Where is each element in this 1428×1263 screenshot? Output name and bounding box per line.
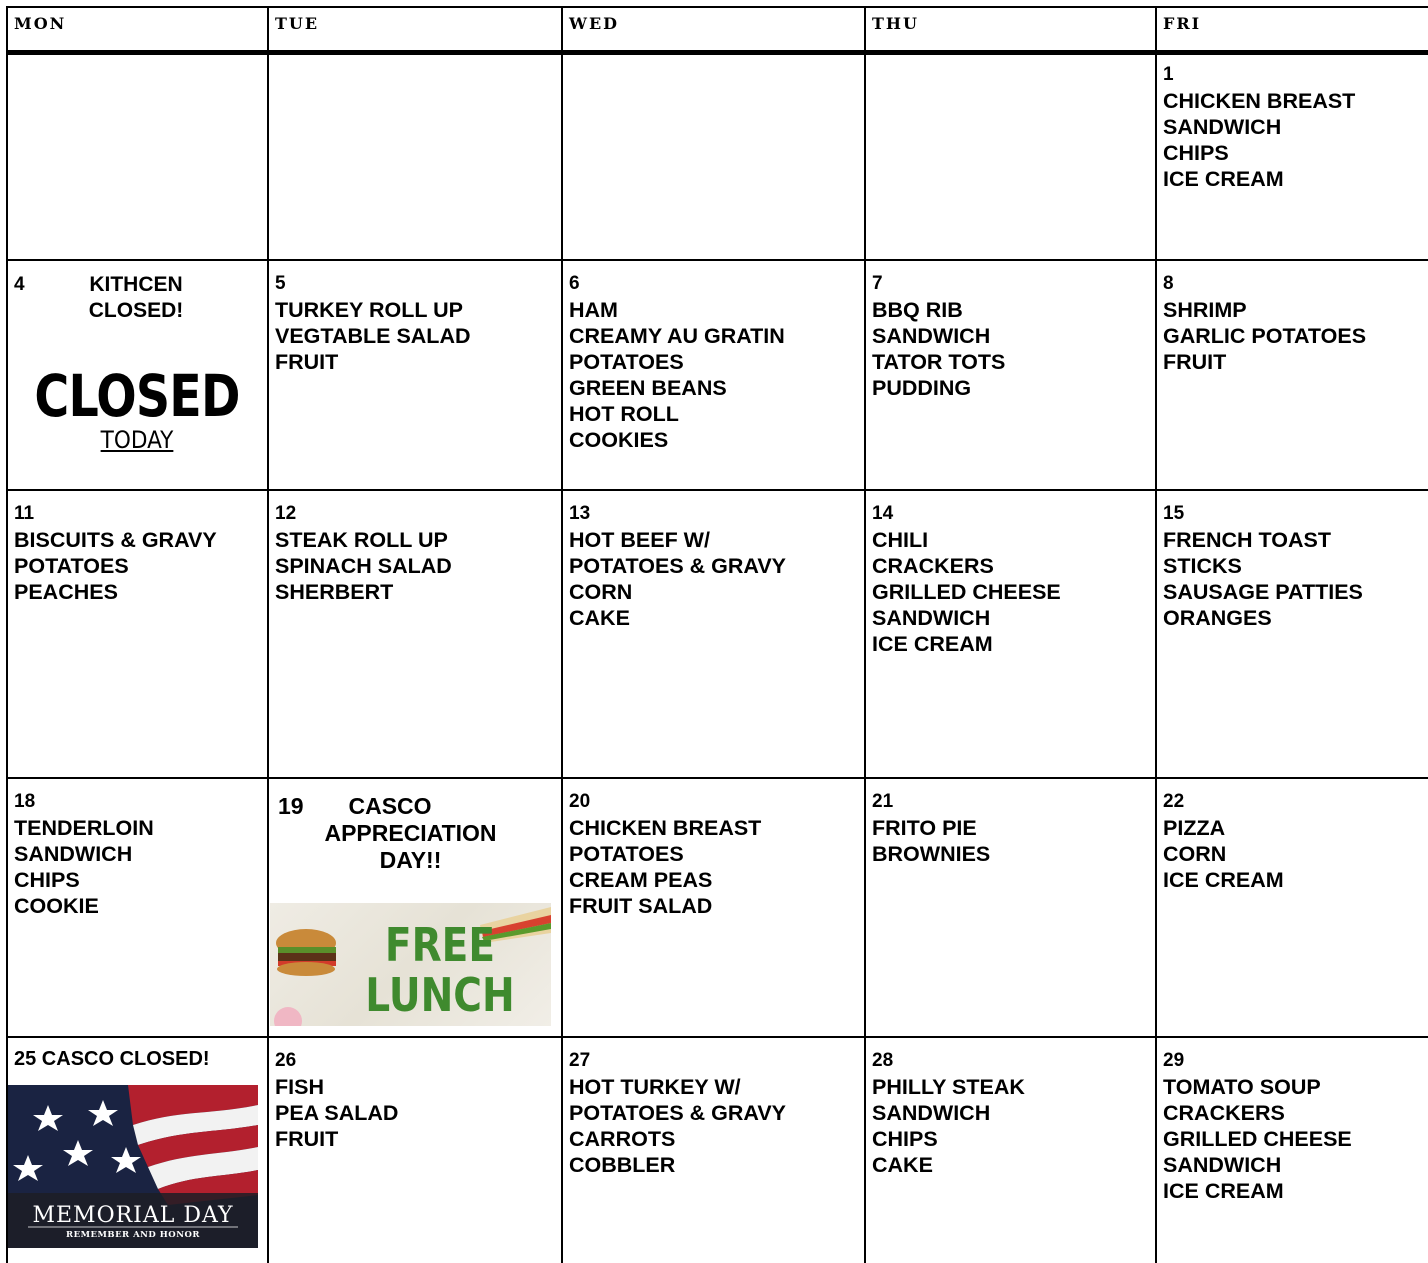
free-lunch-image — [270, 903, 551, 1026]
menu-item: COOKIES — [569, 428, 669, 452]
day-cell — [561, 1038, 786, 1178]
closed-today-label: TODAY — [100, 426, 174, 454]
menu-item: HOT ROLL — [569, 402, 679, 426]
header-wed: WED — [569, 14, 620, 33]
day-cell — [561, 491, 786, 631]
menu-item: CREAMY AU GRATIN — [569, 324, 785, 348]
menu-item: ORANGES — [1163, 606, 1272, 630]
menu-item: CREAM PEAS — [569, 868, 713, 892]
note-line: KITHCEN — [89, 273, 183, 296]
menu-item: CHIPS — [1163, 141, 1229, 165]
day-number: 29 — [1163, 1050, 1185, 1071]
day-number: 7 — [872, 273, 883, 294]
menu-item: GARLIC POTATOES — [1163, 324, 1367, 348]
menu-item: SANDWICH — [1163, 1153, 1282, 1177]
menu-item: SPINACH SALAD — [275, 554, 452, 578]
free-lunch-line: FREE — [384, 918, 496, 972]
menu-item: GREEN BEANS — [569, 376, 727, 400]
menu-item: SAUSAGE PATTIES — [1163, 580, 1363, 604]
menu-item: SANDWICH — [872, 606, 991, 630]
menu-item: SANDWICH — [1163, 115, 1282, 139]
day-number: 5 — [275, 273, 286, 294]
menu-item: HOT TURKEY W/ — [569, 1075, 741, 1099]
day-cell — [561, 779, 761, 919]
day-cell — [864, 779, 990, 867]
menu-item: CORN — [569, 580, 633, 604]
appreciation-line: APPRECIATION — [324, 820, 497, 846]
casco-closed-note: 25 CASCO CLOSED! — [14, 1048, 210, 1070]
menu-item: POTATOES — [569, 350, 684, 374]
day-number: 8 — [1163, 273, 1174, 294]
menu-item: PUDDING — [872, 376, 972, 400]
memorial-day-subtitle: REMEMBER AND HONOR — [66, 1230, 200, 1240]
menu-item: CHIPS — [872, 1127, 938, 1151]
menu-item: TATOR TOTS — [872, 350, 1006, 374]
day-cell — [864, 491, 1061, 657]
day-number: 14 — [872, 503, 894, 524]
menu-item: HAM — [569, 298, 618, 322]
menu-item: CRACKERS — [1163, 1101, 1285, 1125]
day-cell — [1155, 1038, 1352, 1204]
menu-item: CHICKEN BREAST — [1163, 89, 1356, 113]
menu-item: FRITO PIE — [872, 816, 977, 840]
menu-item: POTATOES & GRAVY — [569, 1101, 787, 1125]
menu-item: SANDWICH — [14, 842, 133, 866]
day-cell-kitchen-closed — [6, 262, 266, 454]
menu-item: FRUIT — [275, 1127, 339, 1151]
menu-item: FISH — [275, 1075, 324, 1099]
menu-item: TURKEY ROLL UP — [275, 298, 463, 322]
grid-line — [6, 6, 8, 1263]
menu-item: PEACHES — [14, 580, 118, 604]
menu-item: CHILI — [872, 528, 929, 552]
menu-item: BBQ RIB — [872, 298, 963, 322]
menu-item: CHICKEN BREAST — [569, 816, 762, 840]
header-mon: MON — [14, 14, 67, 33]
day-number: 21 — [872, 791, 894, 812]
grid-line — [6, 6, 1428, 8]
menu-item: CAKE — [569, 606, 630, 630]
menu-item: SHRIMP — [1163, 298, 1247, 322]
menu-item: ICE CREAM — [872, 632, 993, 656]
menu-item: ICE CREAM — [1163, 868, 1284, 892]
menu-item: GRILLED CHEESE — [1163, 1127, 1352, 1151]
menu-item: POTATOES — [14, 554, 129, 578]
menu-item: POTATOES — [569, 842, 684, 866]
menu-item: ICE CREAM — [1163, 1179, 1284, 1203]
day-cell — [1155, 261, 1366, 375]
menu-item: HOT BEEF W/ — [569, 528, 710, 552]
free-lunch-line: LUNCH — [365, 968, 515, 1022]
day-number: 11 — [14, 503, 35, 524]
day-number: 4 — [14, 274, 25, 295]
day-number: 20 — [569, 791, 591, 812]
menu-item: ICE CREAM — [1163, 167, 1284, 191]
day-number: 26 — [275, 1050, 297, 1071]
menu-item: COBBLER — [569, 1153, 676, 1177]
menu-item: PHILLY STEAK — [872, 1075, 1025, 1099]
menu-item: TOMATO SOUP — [1163, 1075, 1321, 1099]
day-cell — [561, 261, 785, 453]
menu-item: SHERBERT — [275, 580, 394, 604]
day-number: 13 — [569, 503, 591, 524]
day-number: 22 — [1163, 791, 1185, 812]
menu-item: VEGTABLE SALAD — [275, 324, 471, 348]
menu-item: CARROTS — [569, 1127, 676, 1151]
day-cell — [6, 779, 154, 919]
day-number: 6 — [569, 273, 580, 294]
note-line: CLOSED! — [88, 299, 184, 322]
menu-item: GRILLED CHEESE — [872, 580, 1061, 604]
menu-item: COOKIE — [14, 894, 99, 918]
day-number: 15 — [1163, 503, 1185, 524]
day-cell — [267, 491, 452, 605]
appreciation-line: CASCO — [348, 793, 432, 819]
closed-sign: CLOSED — [34, 362, 240, 430]
day-number: 19 — [278, 793, 304, 819]
day-number: 28 — [872, 1050, 894, 1071]
memorial-day-title: MEMORIAL DAY — [32, 1203, 234, 1228]
day-cell — [267, 261, 471, 375]
header-thu: THU — [872, 14, 919, 33]
day-number: 1 — [1163, 64, 1174, 85]
menu-item: CAKE — [872, 1153, 933, 1177]
menu-item: PIZZA — [1163, 816, 1226, 840]
menu-item: CHIPS — [14, 868, 80, 892]
menu-item: FRENCH TOAST — [1163, 528, 1332, 552]
menu-item: STICKS — [1163, 554, 1242, 578]
menu-item: STEAK ROLL UP — [275, 528, 448, 552]
header-fri: FRI — [1163, 14, 1202, 33]
menu-item: BROWNIES — [872, 842, 991, 866]
menu-item: PEA SALAD — [275, 1101, 399, 1125]
menu-item: SANDWICH — [872, 324, 991, 348]
day-cell — [1155, 491, 1363, 631]
appreciation-line: DAY!! — [379, 847, 442, 873]
day-number: 27 — [569, 1050, 591, 1071]
day-number: 18 — [14, 791, 36, 812]
menu-item: FRUIT SALAD — [569, 894, 713, 918]
day-cell — [1155, 52, 1355, 192]
menu-item: SANDWICH — [872, 1101, 991, 1125]
menu-item: CRACKERS — [872, 554, 994, 578]
day-cell — [864, 261, 1005, 401]
menu-item: BISCUITS & GRAVY — [14, 528, 217, 552]
day-cell — [267, 1038, 398, 1152]
memorial-day-image — [8, 1085, 258, 1248]
day-cell — [1155, 779, 1284, 893]
day-number: 12 — [275, 503, 297, 524]
day-cell — [6, 491, 217, 605]
day-cell — [864, 1038, 1025, 1178]
menu-item: POTATOES & GRAVY — [569, 554, 787, 578]
menu-item: FRUIT — [275, 350, 339, 374]
kitchen-closed-note — [46, 272, 226, 324]
header-tue: TUE — [275, 14, 320, 33]
menu-item: CORN — [1163, 842, 1227, 866]
menu-item: FRUIT — [1163, 350, 1227, 374]
menu-item: TENDERLOIN — [14, 816, 154, 840]
